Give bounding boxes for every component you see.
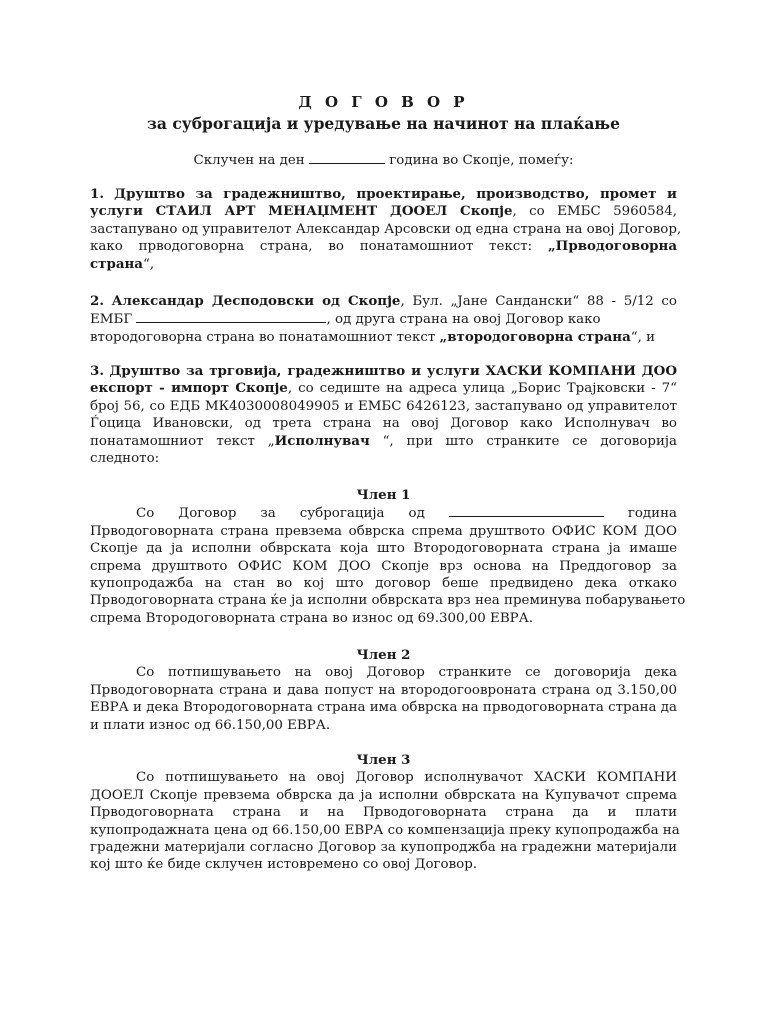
subrogation-date-blank (449, 504, 604, 517)
article-3-line-4: купопродажната цена од 66.150,00 ЕВРА со компензација преку купопродажба на (90, 822, 680, 838)
party-3-address-c: Ѓоцица Ивановски, од трета страна на овој Договор како Исполнувач во (90, 416, 677, 432)
article-2-line-4: и плати износ од 66.150,00 ЕВРА. (90, 717, 331, 733)
party-3-role-pre: понатамошниот текст „ (90, 433, 275, 449)
party-2-role-name: „втородоговорна страна (439, 328, 631, 345)
party-3-name-a: Друштво за трговија, градежништво и услуги ХАСКИ КОМПАНИ ДОО (109, 363, 677, 379)
party-1-role-end: “, (142, 256, 155, 272)
party-2-after-embg: , од друга страна на овој Договор како (326, 312, 601, 328)
intro-after: година во Скопје, помеѓу: (389, 153, 574, 168)
party-1 (90, 186, 682, 273)
article-1-line-1b: година (627, 506, 677, 522)
article-3-line-2: ДООЕЛ Скопје превзема обврска да ја исполни обврската на Купувачот спрема (90, 787, 677, 803)
article-2-heading: Член 2 (356, 647, 411, 663)
party-2-embg-label: ЕМБГ (90, 312, 133, 328)
party-3-final: следното: (90, 451, 160, 467)
party-2-role-end: “, и (630, 329, 656, 345)
party-1-role-name: „Прводоговорна (547, 238, 677, 255)
article-3-line-5: градежни материјали согласно Договор за купопроджба на градежни материјали (90, 840, 677, 856)
party-3-address-a: , со седиште на адреса улица „Борис Трајковски - 7“ (287, 381, 677, 397)
intro-line (90, 151, 677, 169)
article-2-line-1: Со потпишувањето на овој Договор странките се договорија дека (136, 665, 677, 681)
party-3-role-end: “, при што странките се договорија (369, 433, 677, 449)
party-3-number: 3. (90, 363, 104, 379)
party-2-number: 2. (90, 293, 104, 309)
party-3-address-b: број 56, со ЕДБ МК4030008049905 и ЕМБС 6426123, застапувано од управителот (90, 398, 677, 414)
article-2-line-2: Прводоговорната страна и дава попуст на втородогоовроната страна од 3.150,00 (90, 682, 677, 698)
article-3-line-1: Со потпишувањето на овој Договор исполнувачот ХАСКИ КОМПАНИ (136, 770, 677, 786)
party-1-number: 1. (90, 186, 104, 202)
article-3 (90, 752, 680, 874)
article-1-heading: Член 1 (356, 487, 411, 503)
article-1-line-4: спрема друштвото ОФИС КОМ ДОО Скопје врз основа на Преддоговор за (90, 558, 677, 574)
embg-blank (136, 310, 326, 323)
party-3-role-name: Исполнувач (274, 432, 370, 449)
article-3-line-3: Прводоговорната страна и на Прводоговорната страна да и плати (90, 805, 677, 821)
document-subtitle: за суброгација и уредување на начинот на плаќање (147, 114, 620, 133)
document-title: Д О Г О В О Р (298, 93, 469, 111)
party-2-address: , Бул. „Јане Сандански“ 88 - 5/12 со (400, 294, 677, 309)
party-1-role-name-cont: страна (90, 255, 143, 272)
article-1-line-6: Прводоговорната страна ќе ја исполни обврската врз неа преминува побарувањето (90, 593, 686, 609)
article-3-line-6: кој што ќе биде склучен истовремено со овој Договор. (90, 857, 478, 873)
article-1 (90, 487, 686, 627)
party-1-name-line1: Друштво за градежништво, проектирање, производство, промет и (114, 186, 677, 202)
article-1-line-1a: Со Договор за суброгација од (136, 506, 425, 522)
article-3-heading: Член 3 (356, 752, 411, 768)
article-1-line-5: купопродажба на стан во кој што договор беше предвидено дека откако (90, 576, 677, 592)
article-1-line-7: спрема Втородоговорната страна во износ од 69.300,00 ЕВРА. (90, 610, 534, 626)
article-1-line-3: Скопје да ја исполни обврската која што Втородоговорната страна ја имаше (90, 541, 677, 557)
date-blank (309, 151, 385, 164)
article-2 (90, 647, 677, 734)
party-1-embs: , со ЕМБС 5960584, (512, 204, 677, 220)
party-1-role-pre: како прводоговорна страна, во понатамошниот текст: (90, 239, 533, 255)
party-2 (90, 293, 677, 346)
article-2-line-3: ЕВРА и дека Втородоговорната страна има обврска на прводоговорната страна да (90, 700, 677, 716)
party-2-role-pre: втородоговорна страна во понатамошниот текст (90, 329, 436, 345)
party-1-name-line2: услуги СТАИЛ АРТ МЕНАЏМЕНТ ДООЕЛ Скопје (90, 203, 513, 220)
party-3-name-b: експорт - импорт Скопје (90, 380, 288, 397)
intro-before: Склучен на ден (193, 153, 305, 168)
article-1-line-2: Прводоговорната страна превзема обврска спрема друштвото ОФИС КОМ ДОО (90, 523, 677, 539)
party-1-rep: застапувано од управителот Александар Арсовски од една страна на овој Договор, (90, 221, 682, 237)
party-3 (90, 363, 677, 467)
party-2-name: Александар Десподовски од Скопје (111, 293, 401, 309)
